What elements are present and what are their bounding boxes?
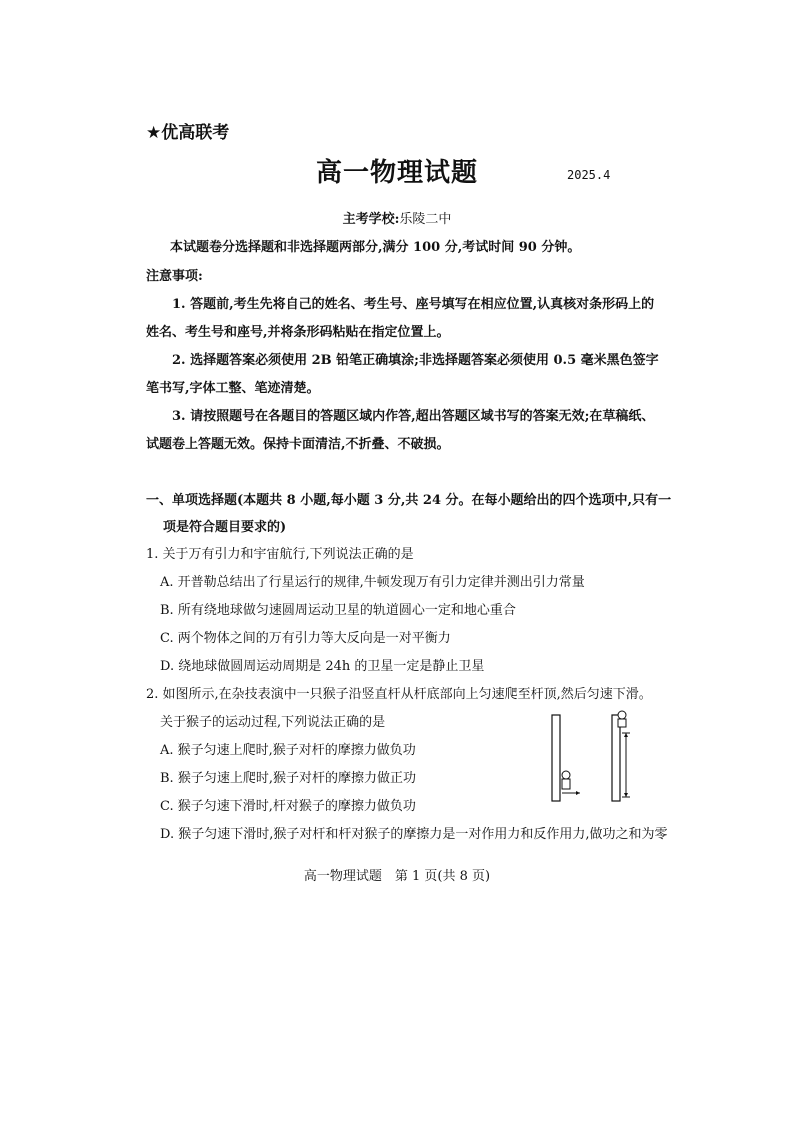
notice-item-3-line1: 3. 请按照题号在各题目的答题区域内作答,超出答题区域书写的答案无效;在草稿纸、 — [172, 409, 655, 424]
monkey-top-head — [618, 711, 626, 719]
intro-line: 本试题卷分选择题和非选择题两部分,满分 100 分,考试时间 90 分钟。 — [170, 240, 581, 255]
question-1-option-c: C. 两个物体之间的万有引力等大反向是一对平衡力 — [160, 631, 451, 646]
notice-item-1-line1: 1. 答题前,考生先将自己的姓名、考生号、座号填写在相应位置,认真核对条形码上的 — [172, 297, 655, 312]
arrow-down-icon — [624, 793, 628, 797]
question-1-option-b: B. 所有绕地球做匀速圆周运动卫星的轨道圆心一定和地心重合 — [160, 603, 516, 618]
notice-item-3-line2: 试题卷上答题无效。保持卡面清洁,不折叠、不破损。 — [146, 437, 450, 452]
notice-item-2-line2: 笔书写,字体工整、笔迹清楚。 — [146, 381, 320, 396]
notice-label: 注意事项: — [146, 269, 203, 284]
monkey-pole-figure — [540, 705, 640, 805]
exam-title: 高一物理试题 — [315, 158, 478, 188]
exam-date: 2025.4 — [567, 168, 611, 182]
question-2-stem-line2: 关于猴子的运动过程,下列说法正确的是 — [160, 715, 386, 730]
pole-top-scene — [612, 711, 630, 801]
question-2-option-d: D. 猴子匀速下滑时,猴子对杆和杆对猴子的摩擦力是一对作用力和反作用力,做功之和为零 — [160, 827, 668, 842]
question-1-option-d: D. 绕地球做圆周运动周期是 24h 的卫星一定是静止卫星 — [160, 659, 485, 674]
notice-item-1-line2: 姓名、考生号和座号,并将条形码粘贴在指定位置上。 — [146, 325, 450, 340]
arrow-up-icon — [624, 733, 628, 737]
question-1-stem: 1. 关于万有引力和宇宙航行,下列说法正确的是 — [146, 547, 414, 562]
monkey-bottom-head — [562, 771, 570, 779]
host-school-name: 乐陵二中 — [399, 212, 452, 227]
section-1-heading-line2: 项是符合题目要求的) — [163, 520, 287, 535]
notice-item-2-line1: 2. 选择题答案必须使用 2B 铅笔正确填涂;非选择题答案必须使用 0.5 毫米黑色签字 — [172, 353, 659, 368]
host-school — [0, 208, 794, 227]
question-2-option-b: B. 猴子匀速上爬时,猴子对杆的摩擦力做正功 — [160, 771, 416, 786]
question-2-stem-line1: 2. 如图所示,在杂技表演中一只猴子沿竖直杆从杆底部向上匀速爬至杆顶,然后匀速下滑。 — [146, 687, 652, 702]
pole-bottom-scene — [552, 715, 580, 801]
arrow-head-icon — [576, 791, 580, 795]
page-footer: 高一物理试题 第 1 页(共 8 页) — [303, 869, 491, 884]
monkey-top-body — [618, 719, 626, 727]
exam-brand: ★优高联考 — [146, 123, 230, 143]
monkey-bottom-body — [562, 779, 570, 789]
question-2-option-a: A. 猴子匀速上爬时,猴子对杆的摩擦力做负功 — [160, 743, 416, 758]
section-1-heading-line1: 一、单项选择题(本题共 8 小题,每小题 3 分,共 24 分。在每小题给出的四个选项中,只有一 — [146, 493, 672, 508]
question-1-option-a: A. 开普勒总结出了行星运行的规律,牛顿发现万有引力定律并测出引力常量 — [160, 575, 585, 590]
host-school-label: 主考学校: — [342, 212, 400, 227]
question-2-option-c: C. 猴子匀速下滑时,杆对猴子的摩擦力做负功 — [160, 799, 416, 814]
